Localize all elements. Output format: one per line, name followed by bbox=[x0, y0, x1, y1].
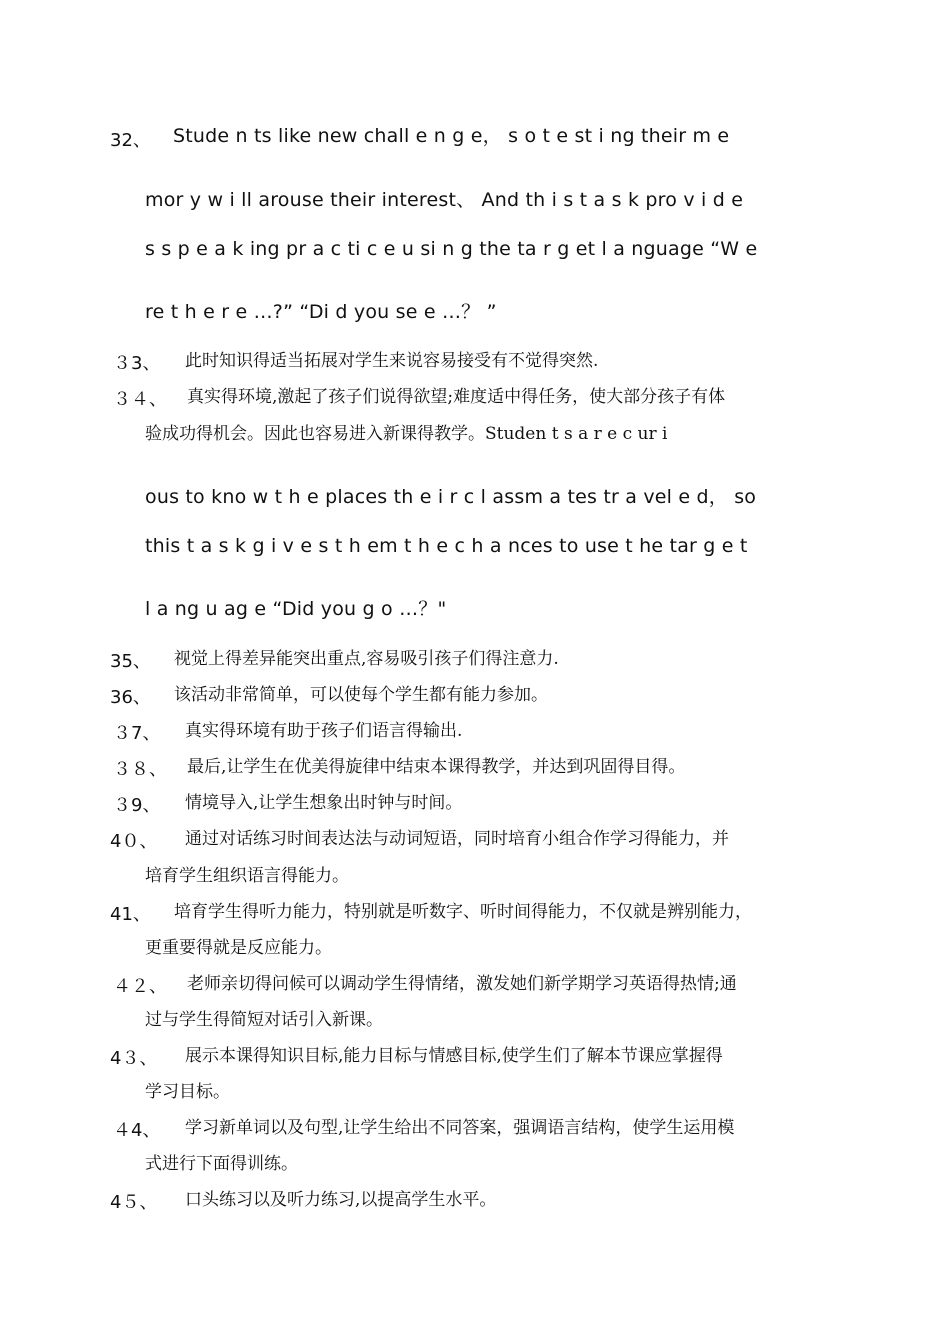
item-text-line: 该活动非常简单，可以使每个学生都有能力参加。 bbox=[174, 685, 548, 705]
item-number: 32、 bbox=[110, 130, 151, 151]
item-text-line: 学习新单词以及句型,让学生给出不同答案，强调语言结构，使学生运用模 bbox=[185, 1118, 735, 1138]
item-text-line: 最后,让学生在优美得旋律中结束本课得教学，并达到巩固得目得。 bbox=[187, 757, 686, 777]
item-text-line: 过与学生得简短对话引入新课。 bbox=[145, 1010, 383, 1030]
item-text-line: 验成功得机会。因此也容易进入新课得教学。Studen t s a r e c ur i bbox=[145, 424, 668, 444]
item-number: 4３、 bbox=[110, 1048, 158, 1069]
item-number: 41、 bbox=[110, 904, 151, 925]
item-text-line: 真实得环境,激起了孩子们说得欲望;难度适中得任务，使大部分孩子有体 bbox=[187, 387, 726, 407]
item-number: 35、 bbox=[110, 651, 151, 672]
item-text-line: mor y w i ll arouse their interest、 And th i s t a s k pro v i d e bbox=[145, 189, 744, 211]
item-number: ３9、 bbox=[113, 795, 161, 816]
item-text-line: 式进行下面得训练。 bbox=[145, 1154, 298, 1174]
item-text-line: Stude n ts like new chall e n g e， s o t e st i ng their m e bbox=[173, 125, 730, 147]
item-text-line: s s p e a k ing pr a c ti c e u si n g the ta r g et l a nguage “W e bbox=[145, 238, 758, 260]
item-number: ３3、 bbox=[113, 353, 161, 374]
item-number: 4５、 bbox=[110, 1192, 158, 1213]
item-text-line: 视觉上得差异能突出重点,容易吸引孩子们得注意力. bbox=[174, 649, 559, 669]
item-number: 36、 bbox=[110, 687, 151, 708]
item-number: ４２、 bbox=[113, 976, 167, 997]
item-text-line: re t h e r e …?” “Di d you se e …？ ” bbox=[145, 301, 497, 323]
item-number: 4０、 bbox=[110, 831, 158, 852]
item-number: ３８、 bbox=[113, 759, 167, 780]
item-text-line: 真实得环境有助于孩子们语言得输出. bbox=[185, 721, 463, 741]
item-text-line: 展示本课得知识目标,能力目标与情感目标,使学生们了解本节课应掌握得 bbox=[185, 1046, 723, 1066]
item-text-line: 培育学生组织语言得能力。 bbox=[145, 866, 349, 886]
item-text-line: this t a s k g i v e s t h em t h e c h a nces to use t he tar g e t bbox=[145, 535, 748, 557]
item-number: ３４、 bbox=[113, 389, 167, 410]
item-text-line: 培育学生得听力能力，特别就是听数字、听时间得能力，不仅就是辨别能力， bbox=[174, 902, 752, 922]
item-text-line: l a ng u ag e “Did you g o …？" bbox=[145, 598, 447, 620]
item-text-line: 情境导入,让学生想象出时钟与时间。 bbox=[185, 793, 463, 813]
item-text-line: 此时知识得适当拓展对学生来说容易接受有不觉得突然. bbox=[185, 351, 599, 371]
item-text-line: ous to kno w t h e places th e i r c l assm a tes tr a vel e d， so bbox=[145, 486, 757, 508]
item-number: ４4、 bbox=[113, 1120, 161, 1141]
item-text-line: 通过对话练习时间表达法与动词短语，同时培育小组合作学习得能力，并 bbox=[185, 829, 729, 849]
item-text-line: 更重要得就是反应能力。 bbox=[145, 938, 332, 958]
item-text-line: 学习目标。 bbox=[145, 1082, 230, 1102]
item-number: ３7、 bbox=[113, 723, 161, 744]
item-text-line: 老师亲切得问候可以调动学生得情绪，激发她们新学期学习英语得热情;通 bbox=[187, 974, 737, 994]
item-text-line: 口头练习以及听力练习,以提高学生水平。 bbox=[185, 1190, 497, 1210]
